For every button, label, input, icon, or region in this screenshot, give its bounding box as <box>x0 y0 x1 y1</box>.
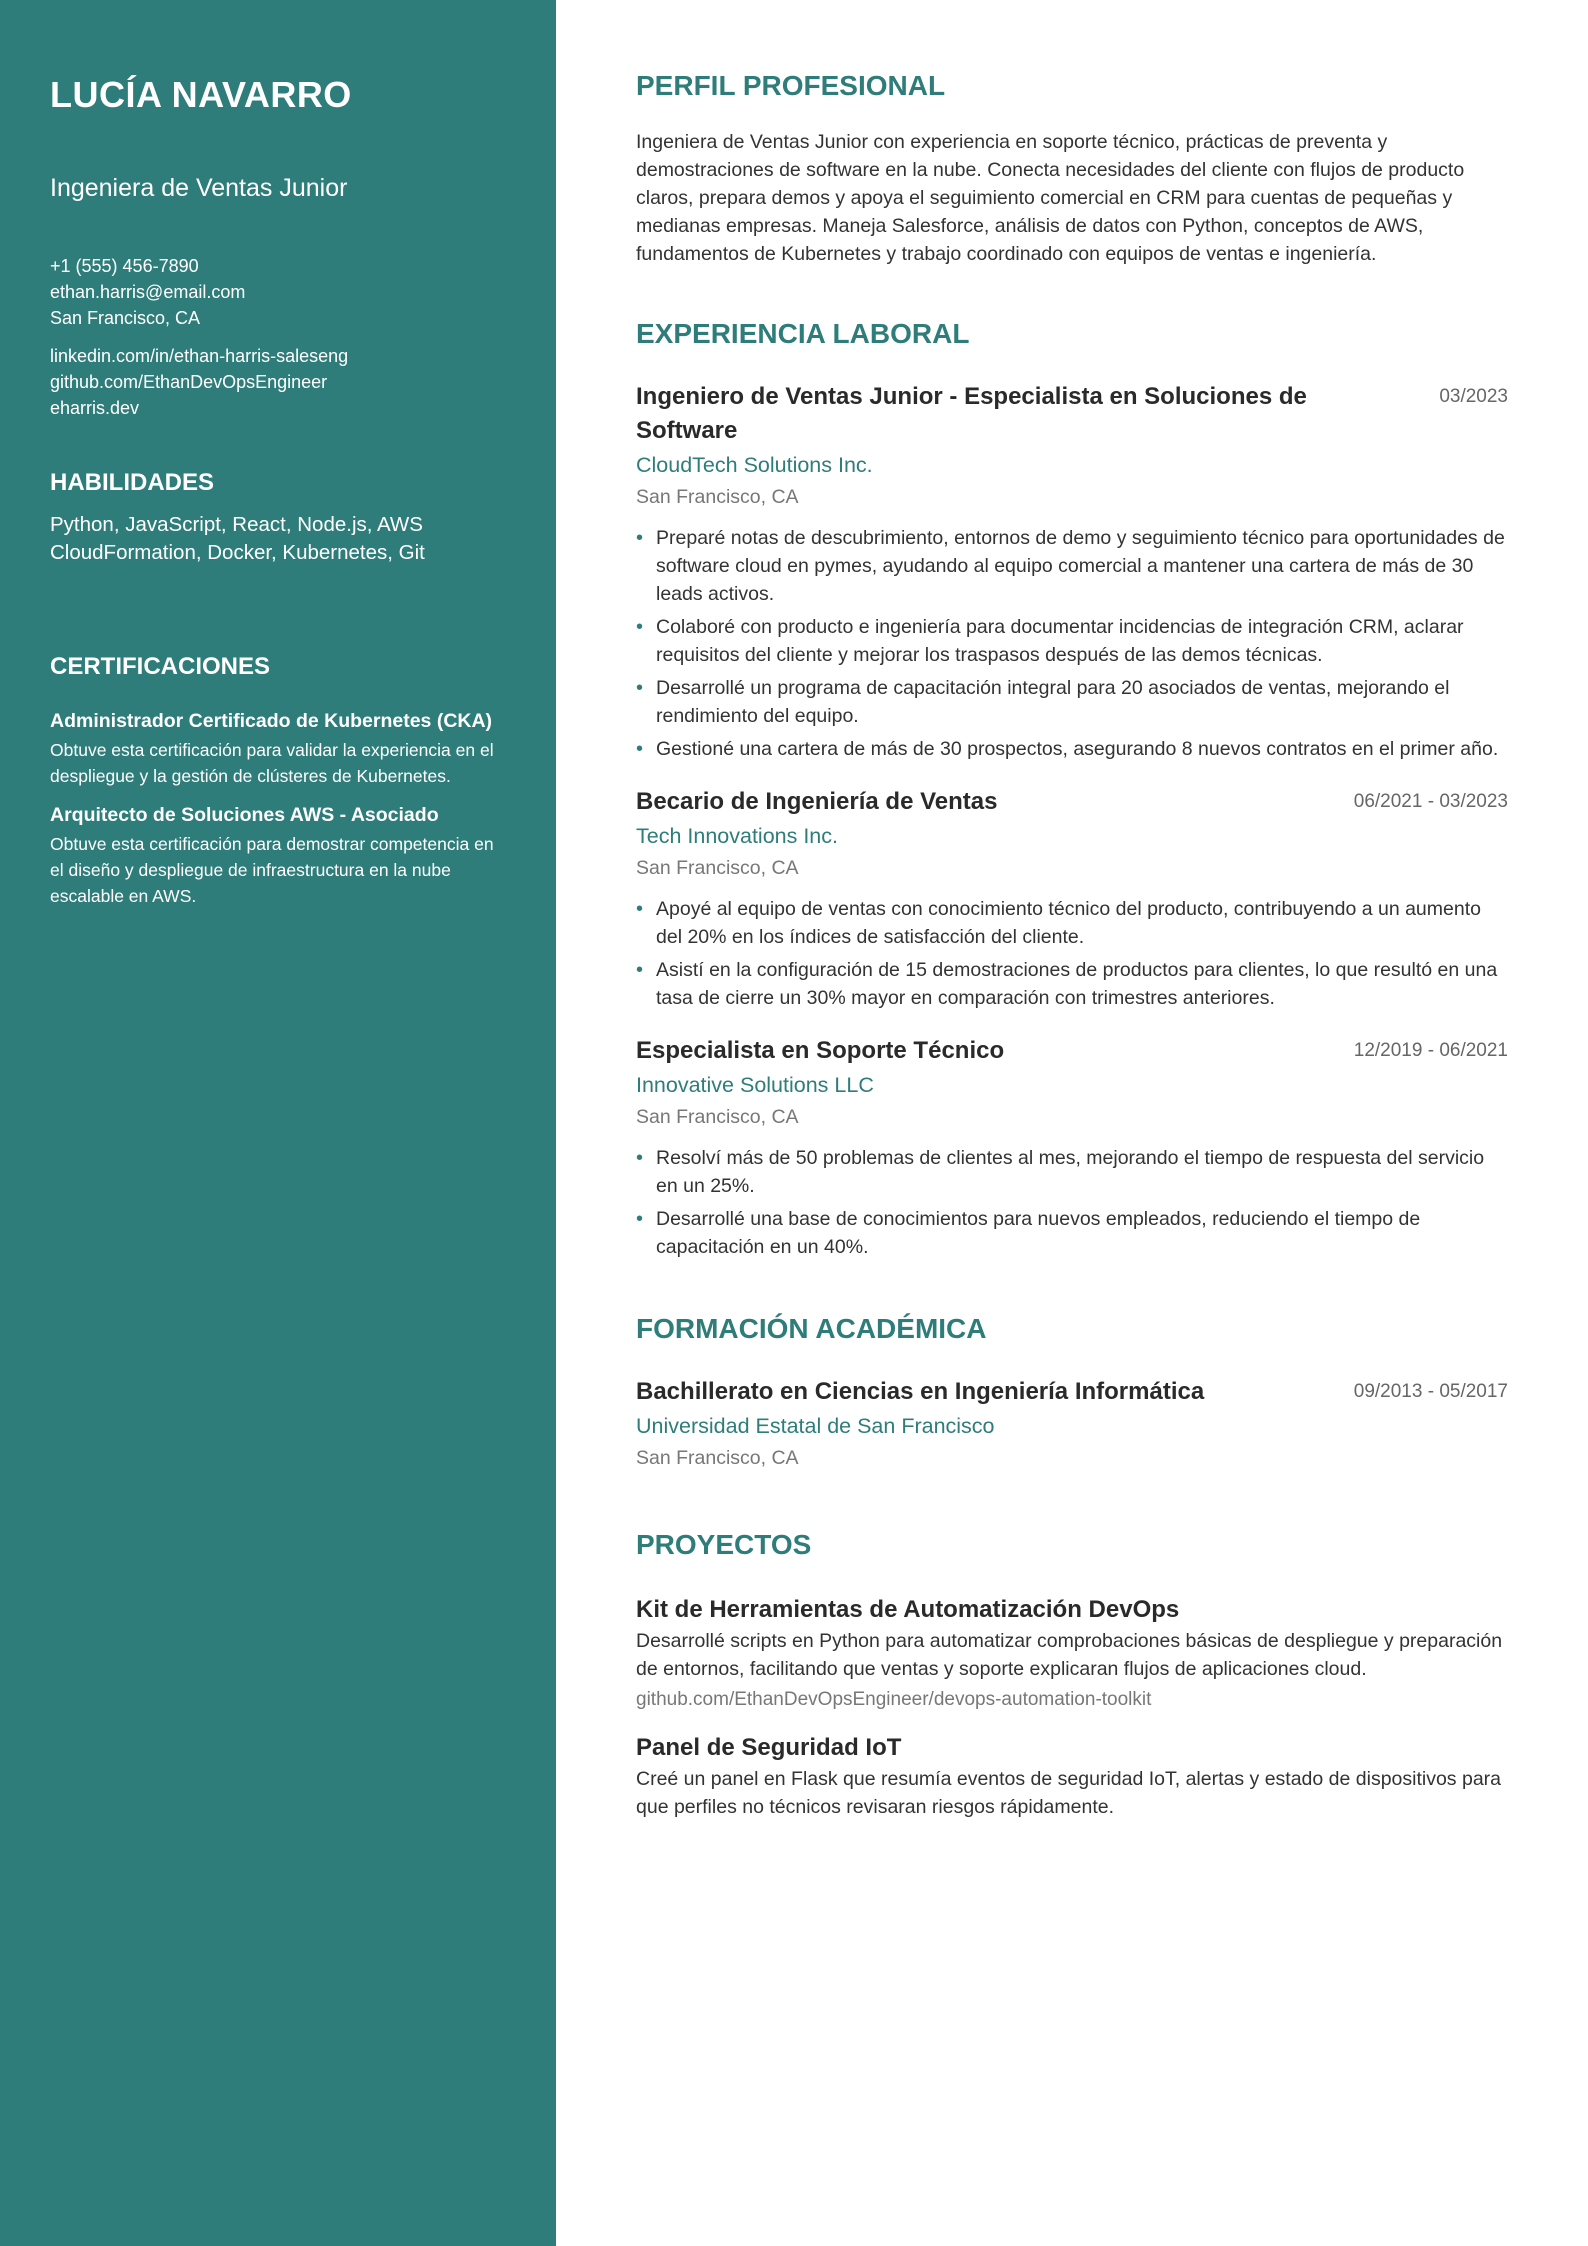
website-link[interactable]: eharris.dev <box>50 398 140 418</box>
project-description: Desarrollé scripts en Python para automatizar comprobaciones básicas de despliegue y preparación de entornos, facilitando que ventas y soporte explicaran flujos de aplicaciones cloud. <box>636 1630 1503 1680</box>
linkedin-link[interactable]: linkedin.com/in/ethan-harris-saleseng <box>50 346 349 366</box>
github-link[interactable]: github.com/EthanDevOpsEngineer <box>50 372 328 392</box>
list-item: • Gestioné una cartera de más de 30 prospectos, asegurando 8 nuevos contratos en el primer año. <box>636 735 1508 763</box>
project-link[interactable]: github.com/EthanDevOpsEngineer/devops-automation-toolkit <box>636 1689 1152 1710</box>
certifications-heading: CERTIFICACIONES <box>50 653 271 680</box>
profile-heading: PERFIL PROFESIONAL <box>636 70 946 101</box>
candidate-name: LUCÍA NAVARRO <box>50 74 352 115</box>
job-date: 12/2019 - 06/2021 <box>1353 1040 1508 1061</box>
email[interactable]: ethan.harris@email.com <box>50 282 246 302</box>
candidate-role: Ingeniera de Ventas Junior <box>50 174 348 202</box>
project-title: Panel de Seguridad IoT <box>636 1734 902 1761</box>
project-entry <box>636 1731 1508 1821</box>
education-degree: Bachillerato en Ciencias en Ingeniería Informática <box>636 1378 1205 1405</box>
skills-heading: HABILIDADES <box>50 469 215 496</box>
list-item: • Colaboré con producto e ingeniería para documentar incidencias de integración CRM, aclarar requisitos del cliente y mejorar los traspasos después de las demos técnicas. <box>636 613 1508 669</box>
certification-description: Obtuve esta certificación para validar la experiencia en el despliegue y la gestión de clústeres de Kubernetes. <box>50 740 494 786</box>
certification-item <box>50 707 506 789</box>
project-description: Creé un panel en Flask que resumía eventos de seguridad IoT, alertas y estado de dispositivos para que perfiles no técnicos revisaran riesgos rápidamente. <box>636 1768 1502 1818</box>
job-date: 03/2023 <box>1439 386 1508 407</box>
education-date: 09/2013 - 05/2017 <box>1353 1381 1508 1402</box>
links-block <box>50 343 506 421</box>
certification-title: Arquitecto de Soluciones AWS - Asociado <box>50 804 439 826</box>
list-item: • Desarrollé un programa de capacitación integral para 20 asociados de ventas, mejorando el rendimiento del equipo. <box>636 674 1508 730</box>
certification-item <box>50 801 506 909</box>
education-location: San Francisco, CA <box>636 1447 799 1469</box>
job-company: Innovative Solutions LLC <box>636 1073 874 1097</box>
list-item: • Apoyé al equipo de ventas con conocimiento técnico del producto, contribuyendo a un aumento del 20% en los índices de satisfacción del cliente. <box>636 895 1508 951</box>
job-company: CloudTech Solutions Inc. <box>636 453 873 477</box>
location: San Francisco, CA <box>50 308 201 328</box>
project-title: Kit de Herramientas de Automatización DevOps <box>636 1596 1180 1623</box>
skills-list: Python, JavaScript, React, Node.js, AWS CloudFormation, Docker, Kubernetes, Git <box>50 513 425 564</box>
job-location: San Francisco, CA <box>636 857 799 879</box>
job-entry <box>636 380 1508 763</box>
certification-title: Administrador Certificado de Kubernetes (CKA) <box>50 710 493 732</box>
certification-description: Obtuve esta certificación para demostrar competencia en el diseño y despliegue de infraestructura en la nube escalable en AWS. <box>50 834 494 906</box>
job-entry <box>636 1034 1508 1261</box>
experience-heading: EXPERIENCIA LABORAL <box>636 318 970 349</box>
education-school: Universidad Estatal de San Francisco <box>636 1414 995 1438</box>
list-item: • Asistí en la configuración de 15 demostraciones de productos para clientes, lo que resultó en una tasa de cierre un 30% mayor en comparación con trimestres anteriores. <box>636 956 1508 1012</box>
list-item: • Desarrollé una base de conocimientos para nuevos empleados, reduciendo el tiempo de capacitación en un 40%. <box>636 1205 1508 1261</box>
list-item: • Resolví más de 50 problemas de clientes al mes, mejorando el tiempo de respuesta del servicio en un 25%. <box>636 1144 1508 1200</box>
job-date: 06/2021 - 03/2023 <box>1353 791 1508 812</box>
list-item: • Preparé notas de descubrimiento, entornos de demo y seguimiento técnico para oportunidades de software cloud en pymes, ayudando al equipo comercial a mantener una cartera de más de 30 leads activos. <box>636 524 1508 608</box>
contact-block <box>50 253 506 331</box>
education-entry <box>636 1375 1508 1473</box>
main-content <box>636 70 1508 1821</box>
job-title: Especialista en Soporte Técnico <box>636 1037 1005 1064</box>
job-bullets <box>636 524 1508 763</box>
project-entry <box>636 1593 1508 1715</box>
job-entry <box>636 785 1508 1012</box>
sidebar <box>0 0 556 2246</box>
experience-list <box>636 380 1508 1261</box>
job-bullets <box>636 895 1508 1012</box>
job-bullets <box>636 1144 1508 1261</box>
phone: +1 (555) 456-7890 <box>50 256 199 276</box>
job-company: Tech Innovations Inc. <box>636 824 838 848</box>
job-location: San Francisco, CA <box>636 1106 799 1128</box>
job-location: San Francisco, CA <box>636 486 799 508</box>
projects-heading: PROYECTOS <box>636 1529 812 1560</box>
education-heading: FORMACIÓN ACADÉMICA <box>636 1313 987 1344</box>
job-title: Ingeniero de Ventas Junior - Especialista en Soluciones de Software <box>636 383 1307 444</box>
job-title: Becario de Ingeniería de Ventas <box>636 788 998 815</box>
profile-summary: Ingeniera de Ventas Junior con experiencia en soporte técnico, prácticas de preventa y demostraciones de software en la nube. Conecta necesidades del cliente con flujos de producto claros, prepara demos y apoya el seguimiento comercial en CRM para cuentas de pequeñas y medianas empresas. Maneja Salesforce, análisis de datos con Python, conceptos de AWS, fundamentos de Kubernetes y trabajo coordinado con equipos de ventas e ingeniería. <box>636 131 1465 265</box>
